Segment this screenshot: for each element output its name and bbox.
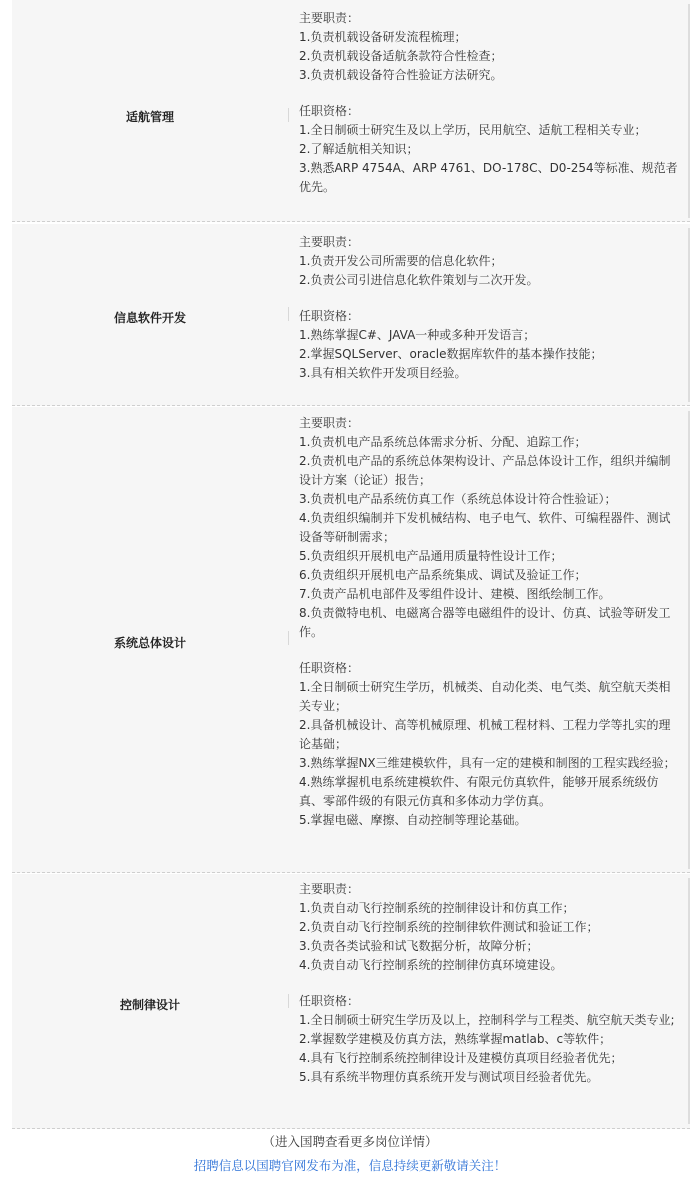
duties-heading: 主要职责： [299,235,360,249]
list-item: 3.具有相关软件开发项目经验。 [299,366,467,380]
list-item: 3.负责机载设备符合性验证方法研究。 [299,68,503,82]
table-row [12,0,690,222]
list-item: 4.负责自动飞行控制系统的控制律仿真环境建设。 [299,958,563,972]
duties-heading: 主要职责： [299,882,360,896]
list-item: 2.负责机载设备适航条款符合性检查； [299,49,503,63]
list-item: 2.了解适航相关知识； [299,142,419,156]
list-item: 5.掌握电磁、摩擦、自动控制等理论基础。 [299,813,527,827]
table-row [12,874,690,1129]
list-item: 5.负责组织开展机电产品通用质量特性设计工作； [299,549,563,563]
list-item: 3.熟练掌握NX三维建模软件，具有一定的建模和制图的工程实践经验； [299,756,676,770]
divider [288,307,289,321]
list-item: 1.全日制硕士研究生及以上学历，民用航空、适航工程相关专业； [299,123,647,137]
job-description [299,880,681,1087]
list-item: 2.掌握SQLServer、oracle数据库软件的基本操作技能； [299,347,603,361]
list-item: 1.负责机电产品系统总体需求分析、分配、追踪工作； [299,435,587,449]
list-item: 3.熟悉ARP 4754A、ARP 4761、DO-178C、D0-254等标准、规范者优先。 [299,161,678,194]
more-jobs-note: （进入国聘查看更多岗位详情） [262,1134,438,1149]
list-item: 2.负责公司引进信息化软件策划与二次开发。 [299,273,539,287]
divider [288,994,289,1008]
divider [288,108,289,122]
list-item: 4.熟练掌握机电系统建模软件、有限元仿真软件，能够开展系统级仿真、零部件级的有限元仿真和多体动力学仿真。 [299,775,659,808]
list-item: 1.全日制硕士研究生学历，机械类、自动化类、电气类、航空航天类相关专业； [299,680,671,713]
job-description [299,414,681,830]
list-item: 2.负责机电产品的系统总体架构设计、产品总体设计工作，组织并编制设计方案（论证）报告； [299,454,671,487]
list-item: 1.全日制硕士研究生学历及以上，控制科学与工程类、航空航天类专业; [299,1013,675,1027]
position-name: 信息软件开发 [113,311,186,325]
position-name: 控制律设计 [119,998,180,1012]
duties-heading: 主要职责： [299,416,360,430]
list-item: 1.负责机载设备研发流程梳理； [299,30,467,44]
list-item: 6.负责组织开展机电产品系统集成、调试及验证工作； [299,568,587,582]
job-description [299,9,681,197]
position-name: 系统总体设计 [113,636,186,650]
list-item: 3.负责各类试验和试飞数据分析，故障分析； [299,939,539,953]
quals-heading: 任职资格： [299,994,360,1008]
list-item: 3.负责机电产品系统仿真工作（系统总体设计符合性验证）； [299,492,617,506]
list-item: 8.负责微特电机、电磁离合器等电磁组件的设计、仿真、试验等研发工作。 [299,606,671,639]
list-item: 2.负责自动飞行控制系统的控制律软件测试和验证工作； [299,920,599,934]
official-notice: 招聘信息以国聘官网发布为准，信息持续更新敬请关注！ [193,1158,507,1173]
list-item: 4.具有飞行控制系统控制律设计及建模仿真项目经验者优先； [299,1051,623,1065]
table-row [12,407,690,873]
divider [688,878,690,1124]
list-item: 1.负责自动飞行控制系统的控制律设计和仿真工作； [299,901,575,915]
divider [688,411,690,869]
divider [688,228,690,402]
list-item: 1.熟练掌握C#、JAVA一种或多种开发语言； [299,328,536,342]
list-item: 2.掌握数学建模及仿真方法，熟练掌握matlab、c等软件； [299,1032,612,1046]
list-item: 1.负责开发公司所需要的信息化软件； [299,254,503,268]
quals-heading: 任职资格： [299,661,360,675]
list-item: 2.具备机械设计、高等机械原理、机械工程材料、工程力学等扎实的理论基础； [299,718,671,751]
list-item: 4.负责组织编制并下发机械结构、电子电气、软件、可编程器件、测试设备等研制需求； [299,511,671,544]
table-row [12,224,690,406]
job-description [299,233,681,383]
list-item: 5.具有系统半物理仿真系统开发与测试项目经验者优先。 [299,1070,599,1084]
quals-heading: 任职资格： [299,104,360,118]
quals-heading: 任职资格： [299,309,360,323]
duties-heading: 主要职责： [299,11,360,25]
list-item: 7.负责产品机电部件及零组件设计、建模、图纸绘制工作。 [299,587,611,601]
position-name: 适航管理 [125,110,174,124]
divider [288,631,289,645]
divider [688,4,690,218]
